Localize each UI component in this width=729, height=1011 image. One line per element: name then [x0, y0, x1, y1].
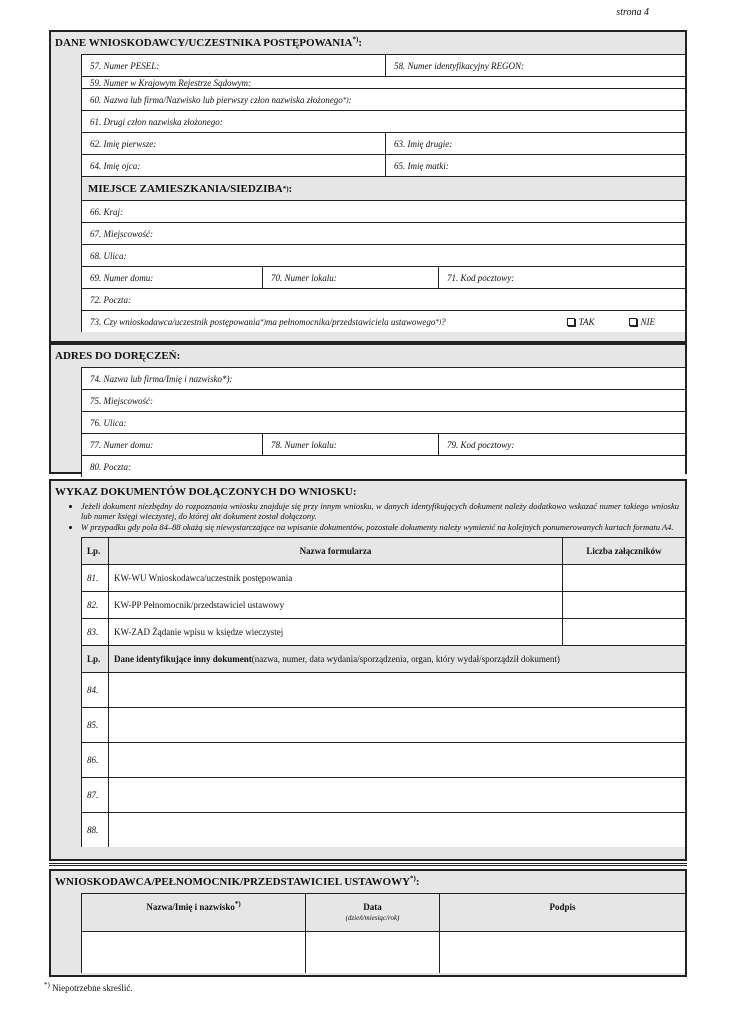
field-63-second-name[interactable]: 63. Imię drugie: — [385, 133, 685, 154]
row-60 — [82, 88, 685, 110]
row-69-71 — [82, 266, 685, 288]
documents-section-title: WYKAZ DOKUMENTÓW DOŁĄCZONYCH DO WNIOSKU: — [55, 486, 357, 498]
other-documents-header — [82, 645, 685, 672]
field-76-street[interactable]: 76. Ulica: — [90, 417, 127, 428]
checkbox-yes-box[interactable] — [567, 318, 575, 326]
other-document-field[interactable] — [109, 673, 685, 707]
field-68-street[interactable]: 68. Ulica: — [90, 250, 127, 261]
other-document-field[interactable] — [109, 743, 685, 777]
field-72-post-office[interactable]: 72. Poczta: — [90, 294, 131, 305]
row-form-name: KW-PP Pełnomocnik/przedstawiciel ustawowy — [114, 600, 285, 610]
address-section — [49, 343, 687, 474]
table-row — [82, 742, 685, 777]
checkbox-no-box[interactable] — [629, 318, 637, 326]
field-70-apartment-number[interactable]: 70. Numer lokalu: — [262, 267, 438, 288]
applicant-section — [49, 30, 687, 343]
row-lp: 85. — [82, 708, 109, 742]
other-document-field[interactable] — [109, 778, 685, 812]
instruction-bullet: • W przypadku gdy pola 84–88 okażą się niewystarczające na wpisanie dokumentów, pozostałe dokumenty należy wymienić na kolejnych ponumerowanych kartach formatu A4. — [81, 522, 681, 532]
row-68 — [82, 244, 685, 266]
col-name-header: Nazwa/Imię i nazwisko*) — [82, 894, 305, 932]
field-60-name[interactable]: 60. Nazwa lub firma/Nazwisko lub pierwszy człon nazwiska złożonego *) : — [90, 94, 352, 105]
field-64-father-name[interactable]: 64. Imię ojca: — [90, 160, 141, 171]
signature-col-date — [305, 894, 439, 973]
address-section-title: ADRES DO DORĘCZEŃ: — [55, 350, 181, 362]
signature-field[interactable] — [440, 932, 685, 973]
row-lp: 84. — [82, 673, 109, 707]
row-62-63 — [82, 132, 685, 154]
col-form-name: Nazwa formularza — [299, 546, 372, 556]
row-57-58 — [82, 54, 685, 76]
row-66 — [82, 200, 685, 222]
checkbox-no-label: NIE — [640, 316, 655, 327]
section-divider — [49, 863, 687, 866]
row-73 — [82, 310, 685, 332]
documents-table — [81, 537, 685, 847]
other-document-field[interactable] — [109, 708, 685, 742]
row-attachment-count-field[interactable] — [562, 619, 685, 645]
field-80-post-office[interactable]: 80. Poczta: — [90, 461, 131, 472]
field-79-postal-code[interactable]: 79. Kod pocztowy: — [438, 434, 685, 455]
table-row — [82, 672, 685, 707]
applicant-section-title: DANE WNIOSKODAWCY/UCZESTNIKA POSTĘPOWANIA*): — [55, 35, 362, 49]
col-sign-header: Podpis — [440, 894, 685, 932]
documents-table-header — [82, 537, 685, 564]
row-attachment-count-field[interactable] — [562, 592, 685, 618]
checkbox-no[interactable] — [629, 317, 656, 327]
row-lp: 88. — [82, 813, 109, 847]
table-row — [82, 591, 685, 618]
field-66-country[interactable]: 66. Kraj: — [90, 206, 124, 217]
col-date-header: Data (dzień/miesiąc/rok) — [306, 894, 439, 932]
applicant-fields — [81, 54, 685, 332]
table-row — [82, 564, 685, 591]
field-73-question: 73. Czy wnioskodawca/uczestnik postępowania *) ma pełnomocnika/przedstawiciela ustawowego *) ? TAK NIE — [82, 311, 685, 332]
table-row — [82, 707, 685, 742]
checkbox-yes[interactable] — [567, 317, 595, 327]
signature-col-sign — [439, 894, 685, 973]
field-67-city[interactable]: 67. Miejscowość: — [90, 228, 153, 239]
row-80 — [82, 455, 685, 477]
field-74-name[interactable]: 74. Nazwa lub firma/Imię i nazwisko*): — [90, 373, 233, 384]
yes-no-group — [533, 317, 685, 327]
signature-col-name — [82, 894, 305, 973]
table-row — [82, 777, 685, 812]
col-attachment-count: Liczba załączników — [562, 538, 685, 564]
col-other-document: Dane identyfikujące inny dokument (nazwa, numer, data wydania/sporządzenia, organ, który wydał/sporządził dokument) — [114, 654, 560, 664]
row-61 — [82, 110, 685, 132]
other-document-field[interactable] — [109, 813, 685, 847]
table-row — [82, 618, 685, 645]
field-69-house-number[interactable]: 69. Numer domu: — [90, 272, 154, 283]
signature-section — [49, 869, 687, 977]
row-72 — [82, 288, 685, 310]
field-78-apartment-number[interactable]: 78. Numer lokalu: — [262, 434, 438, 455]
page-number: strona 4 — [616, 7, 649, 18]
date-field[interactable] — [306, 932, 439, 973]
field-61-second-surname[interactable]: 61. Drugi człon nazwiska złożonego: — [90, 116, 223, 127]
footnote: *) Niepotrzebne skreślić. — [44, 981, 133, 993]
signature-section-title: WNIOSKODAWCA/PEŁNOMOCNIK/PRZEDSTAWICIEL USTAWOWY*): — [55, 874, 420, 888]
row-lp: 83. — [82, 619, 109, 645]
field-57-pesel[interactable]: 57. Numer PESEL: — [90, 60, 160, 71]
row-76 — [82, 411, 685, 433]
col-lp: Lp. — [82, 538, 109, 564]
row-59 — [82, 76, 685, 88]
address-fields — [81, 367, 685, 477]
row-74 — [82, 367, 685, 389]
row-lp: 81. — [82, 565, 109, 591]
field-71-postal-code[interactable]: 71. Kod pocztowy: — [438, 267, 685, 288]
table-row — [82, 812, 685, 847]
row-64-65 — [82, 154, 685, 176]
documents-section — [49, 479, 687, 861]
residence-subtitle: MIEJSCE ZAMIESZKANIA/SIEDZIBA *) : — [82, 176, 685, 200]
field-58-regon[interactable]: 58. Numer identyfikacyjny REGON: — [385, 55, 685, 76]
row-lp: 86. — [82, 743, 109, 777]
row-77-79 — [82, 433, 685, 455]
documents-instructions — [51, 501, 685, 537]
signature-table — [81, 893, 685, 973]
row-lp: 82. — [82, 592, 109, 618]
name-field[interactable] — [82, 932, 305, 973]
checkbox-yes-label: TAK — [578, 316, 595, 327]
field-77-house-number[interactable]: 77. Numer domu: — [90, 439, 154, 450]
row-attachment-count-field[interactable] — [562, 565, 685, 591]
col-lp-2: Lp. — [82, 646, 109, 672]
field-65-mother-name[interactable]: 65. Imię matki: — [385, 155, 685, 176]
row-75 — [82, 389, 685, 411]
field-75-city[interactable]: 75. Miejscowość: — [90, 395, 153, 406]
field-62-first-name[interactable]: 62. Imię pierwsze: — [90, 138, 157, 149]
row-67 — [82, 222, 685, 244]
row-form-name: KW-ZAD Żądanie wpisu w księdze wieczystej — [114, 627, 284, 637]
row-lp: 87. — [82, 778, 109, 812]
row-form-name: KW-WU Wnioskodawca/uczestnik postępowania — [114, 573, 293, 583]
instruction-bullet: • Jeżeli dokument niezbędny do rozpoznania wniosku znajduje się przy innym wniosku, w danych identyfikujących dokument należy dodatkowo wskazać numer takiego wniosku lub numer księgi wieczystej, do której akt dokument został dołączony. — [81, 501, 681, 521]
field-59-krs[interactable]: 59. Numer w Krajowym Rejestrze Sądowym: — [90, 77, 251, 88]
